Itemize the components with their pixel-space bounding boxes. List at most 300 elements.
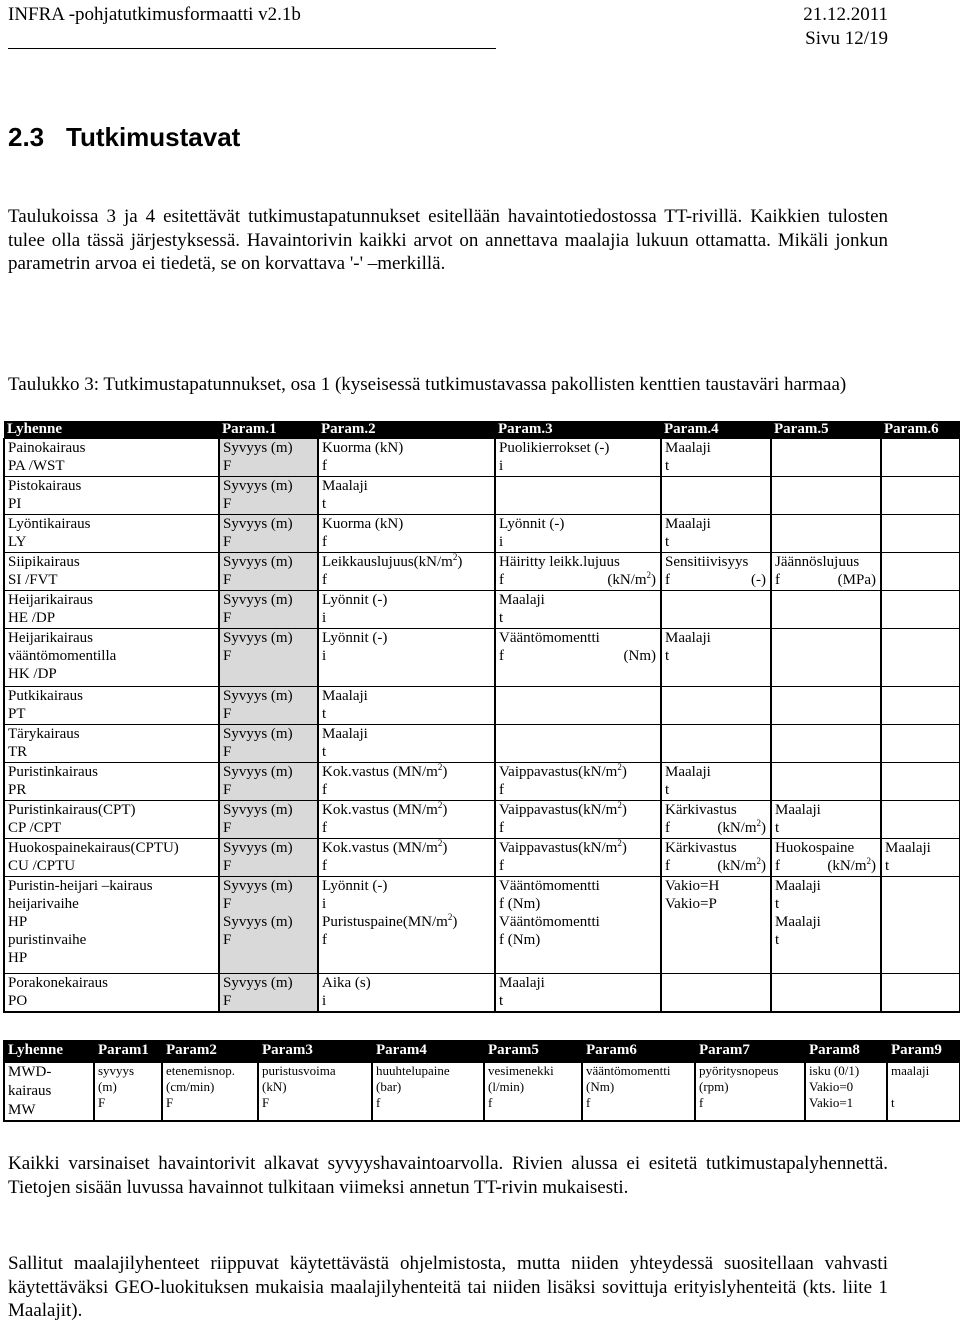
param-line: t — [665, 782, 670, 798]
table3-header-cell: Lyhenne — [4, 421, 219, 439]
table4-line: etenemisnop. — [166, 1063, 235, 1078]
table4-cell — [695, 1062, 805, 1121]
table4-header-cell: Param6 — [582, 1041, 695, 1062]
method-name-cell — [4, 763, 219, 801]
param-cell — [318, 839, 495, 877]
param-cell — [881, 687, 960, 725]
param-line: f — [322, 458, 327, 474]
table4-header-cell: Param2 — [162, 1041, 258, 1062]
param-line: Maalaji — [775, 802, 821, 818]
param-line: t — [775, 932, 780, 948]
method-name-cell — [4, 839, 219, 877]
param-unit: (Nm) — [623, 648, 656, 664]
param-line: t — [775, 820, 780, 836]
param-line: f — [322, 572, 327, 588]
param-cell — [661, 515, 771, 553]
param-line: Syvyys (m) — [223, 764, 293, 780]
method-name-line: Puristinkairaus(CPT) — [8, 802, 136, 818]
section-heading — [8, 122, 240, 153]
method-name-line: PA /WST — [8, 458, 65, 474]
table4-header-cell: Param3 — [258, 1041, 372, 1062]
param-line: Syvyys (m) — [223, 630, 293, 646]
param-line: t — [775, 896, 780, 912]
param-line: i — [322, 896, 327, 912]
param-line: Syvyys (m) — [223, 516, 293, 532]
param-line: Aika (s) — [322, 975, 371, 991]
param-cell — [495, 725, 661, 763]
table4-line: maalaji — [891, 1063, 930, 1078]
table4-line: Vakio=1 — [809, 1095, 854, 1110]
param-line: F — [223, 706, 232, 722]
method-name-line: Painokairaus — [8, 440, 86, 456]
param-line: F — [223, 534, 232, 550]
method-name-cell — [4, 801, 219, 839]
param-name-line: Kärkivastus — [665, 802, 737, 818]
param-line: F — [223, 610, 232, 626]
method-name-cell — [4, 877, 219, 974]
param-line: i — [499, 458, 504, 474]
table3-row — [4, 974, 960, 1013]
param-line: Lyönnit (-) — [322, 630, 388, 646]
param-cell — [318, 801, 495, 839]
param-line: Syvyys (m) — [223, 440, 293, 456]
param-cell — [881, 477, 960, 515]
param-line: $Vaippavastus(kN/m^2)$ — [499, 838, 627, 856]
table4-line: vesimenekki — [488, 1063, 554, 1078]
table4-row — [4, 1062, 960, 1121]
param-line: Kuorma (kN) — [322, 440, 404, 456]
param-cell — [771, 687, 881, 725]
table3-header-cell: Param.4 — [661, 421, 771, 439]
param-line: F — [223, 572, 232, 588]
table4-line: (Nm) — [586, 1079, 615, 1094]
table4-line: f — [699, 1095, 704, 1110]
param-line: $Vaippavastus(kN/m^2)$ — [499, 762, 627, 780]
param-cell — [881, 515, 960, 553]
method-name-line: Pistokairaus — [8, 478, 82, 494]
param-line: Syvyys (m) — [223, 975, 293, 991]
table4-cell — [887, 1062, 960, 1121]
param-line: t — [322, 706, 327, 722]
param-cell — [318, 591, 495, 629]
param-name-line: Jäännöslujuus — [775, 554, 860, 570]
paragraph-soil-abbreviations: Sallitut maalajilyhenteet riippuvat käytettävästä ohjelmistosta, mutta niiden yhteydessä suositellaan vahvasti käytettäväksi GEO-luokituksen mukaisia maalajilyhenteitä tai niiden lisäksi sovittuja erityislyhenteitä (kts. liite 1 Maalajit). — [8, 1253, 888, 1321]
param-line: t — [665, 648, 670, 664]
param-line: t — [499, 993, 504, 1009]
param-cell — [661, 439, 771, 477]
param-cell — [661, 877, 771, 974]
param-cell — [318, 974, 495, 1013]
param-cell — [219, 877, 318, 974]
param-cell — [661, 553, 771, 591]
param-cell — [495, 477, 661, 515]
table4-line: MWD- — [8, 1064, 52, 1080]
param-line: Lyönnit (-) — [322, 878, 388, 894]
param-line: i — [322, 993, 327, 1009]
method-name-line: TR — [8, 744, 28, 760]
param-line: $Puristuspaine(MN/m^2)$ — [322, 912, 458, 930]
document-date: 21.12.2011 — [803, 4, 888, 25]
param-cell — [661, 763, 771, 801]
method-name-line: puristinvaihe — [8, 932, 87, 948]
method-name-line: PI — [8, 496, 22, 512]
method-name-line: Puristin-heijari –kairaus — [8, 878, 153, 894]
table4-line: vääntömomentti — [586, 1063, 671, 1078]
param-line: t — [665, 458, 670, 474]
section-number: 2.3 — [8, 122, 45, 152]
param-cell — [771, 839, 881, 877]
param-cell — [219, 763, 318, 801]
intro-paragraph: Taulukoissa 3 ja 4 esitettävät tutkimustapatunnukset esitellään havaintotiedostossa TT-rivillä. Kaikkien tulosten tulee olla tässä järjestyksessä. Havaintorivin kaikki arvot on annettava maalajia lukuun ottamatta. Mikäli jonkun parametrin arvoa ei tiedetä, se on korvattava '-' –merkillä. — [8, 206, 888, 274]
param-line: Syvyys (m) — [223, 914, 293, 930]
method-name-cell — [4, 515, 219, 553]
table4 — [3, 1040, 960, 1122]
method-name-line: Huokospainekairaus(CPTU) — [8, 840, 179, 856]
table4-line: t — [891, 1095, 895, 1110]
param-line: Syvyys (m) — [223, 802, 293, 818]
table4-cell — [94, 1062, 162, 1121]
param-line: Maalaji — [665, 764, 711, 780]
table4-line: F — [166, 1095, 174, 1110]
param-name-line: Häiritty leikk.lujuus — [499, 554, 620, 570]
method-name-line: Tärykairaus — [8, 726, 80, 742]
table4-header-cell: Param5 — [484, 1041, 582, 1062]
param-type-unit-line — [775, 857, 880, 875]
table4-cell — [372, 1062, 484, 1121]
method-name-line: HP — [8, 950, 28, 966]
param-line: f — [322, 820, 327, 836]
table4-line: (rpm) — [699, 1079, 729, 1094]
method-name-cell — [4, 687, 219, 725]
table4-header-cell: Lyhenne — [4, 1041, 94, 1062]
table4-line: kairaus — [8, 1083, 52, 1099]
table4-header-cell: Param7 — [695, 1041, 805, 1062]
param-line: Maalaji — [665, 516, 711, 532]
table4-header-cell: Param1 — [94, 1041, 162, 1062]
method-name-line: HK /DP — [8, 666, 57, 682]
param-cell — [661, 687, 771, 725]
method-name-cell — [4, 477, 219, 515]
param-cell — [661, 629, 771, 687]
method-name-line: HP — [8, 914, 28, 930]
param-type-unit-line — [775, 571, 880, 589]
param-line: Maalaji — [665, 440, 711, 456]
table3-row — [4, 877, 960, 974]
param-type: f — [775, 858, 780, 874]
param-type: f — [665, 572, 670, 588]
param-cell — [881, 763, 960, 801]
param-cell — [881, 725, 960, 763]
param-line: Syvyys (m) — [223, 554, 293, 570]
param-cell — [881, 839, 960, 877]
table4-header-row — [4, 1041, 960, 1062]
param-type: f — [775, 572, 780, 588]
param-line: Kok.vastus $(MN/m^2)$ — [322, 800, 448, 818]
param-line: f — [322, 534, 327, 550]
param-type-unit-line — [665, 571, 770, 589]
param-cell — [219, 553, 318, 591]
table4-line: puristusvoima — [262, 1063, 336, 1078]
param-line: Lyönnit (-) — [322, 592, 388, 608]
param-line: $Leikkauslujuus(kN/m^2)$ — [322, 552, 463, 570]
param-line: Lyönnit (-) — [499, 516, 565, 532]
param-line: f — [322, 858, 327, 874]
param-cell — [881, 974, 960, 1013]
param-line: F — [223, 648, 232, 664]
param-cell — [661, 591, 771, 629]
table4-line: MW — [8, 1102, 36, 1118]
method-name-line: Porakonekairaus — [8, 975, 108, 991]
param-unit: $(kN/m^2)$ — [827, 856, 876, 874]
param-line: Maalaji — [775, 914, 821, 930]
param-line: t — [322, 496, 327, 512]
param-cell — [495, 763, 661, 801]
param-cell — [771, 725, 881, 763]
param-cell — [495, 553, 661, 591]
method-name-line: Puristinkairaus — [8, 764, 98, 780]
param-line: Kok.vastus $(MN/m^2)$ — [322, 762, 448, 780]
table4-line: (l/min) — [488, 1079, 525, 1094]
table3-row — [4, 591, 960, 629]
param-type: f — [665, 820, 670, 836]
param-cell — [661, 477, 771, 515]
param-line: Maalaji — [322, 688, 368, 704]
param-line: Vakio=H — [665, 878, 720, 894]
param-cell — [771, 515, 881, 553]
param-cell — [771, 801, 881, 839]
param-line: Vääntömomentti — [499, 914, 600, 930]
param-line: f (Nm) — [499, 932, 541, 948]
table4-cell — [805, 1062, 887, 1121]
param-cell — [495, 439, 661, 477]
param-cell — [219, 839, 318, 877]
param-cell — [318, 877, 495, 974]
param-line: Maalaji — [499, 975, 545, 991]
method-name-line: LY — [8, 534, 27, 550]
method-name-line: Heijarikairaus — [8, 630, 93, 646]
param-type-unit-line — [499, 647, 660, 665]
table4-cell — [4, 1062, 94, 1121]
param-line: Maalaji — [885, 840, 931, 856]
param-line: Syvyys (m) — [223, 878, 293, 894]
param-cell — [219, 477, 318, 515]
table3-caption: Taulukko 3: Tutkimustapatunnukset, osa 1 (kyseisessä tutkimustavassa pakollisten kenttien taustaväri harmaa) — [8, 374, 847, 395]
table4-line: f — [488, 1095, 493, 1110]
param-cell — [318, 439, 495, 477]
param-type: f — [499, 572, 504, 588]
table3-row — [4, 439, 960, 477]
param-line: Maalaji — [499, 592, 545, 608]
param-type: f — [665, 858, 670, 874]
table3-row — [4, 725, 960, 763]
table4-line: F — [98, 1095, 106, 1110]
table4-line: F — [262, 1095, 270, 1110]
param-line: Maalaji — [775, 878, 821, 894]
table4-cell — [258, 1062, 372, 1121]
param-cell — [219, 629, 318, 687]
method-name-cell — [4, 629, 219, 687]
param-cell — [771, 974, 881, 1013]
param-cell — [318, 553, 495, 591]
table4-cell — [582, 1062, 695, 1121]
table4-line: f — [376, 1095, 381, 1110]
param-line: $Vaippavastus(kN/m^2)$ — [499, 800, 627, 818]
param-line: F — [223, 896, 232, 912]
table3-row — [4, 801, 960, 839]
param-line: F — [223, 932, 232, 948]
table3-header-cell: Param.1 — [219, 421, 318, 439]
section-title: Tutkimustavat — [66, 122, 241, 152]
param-cell — [219, 439, 318, 477]
param-line: t — [665, 534, 670, 550]
table4-line: f — [586, 1095, 591, 1110]
param-unit: $(kN/m^2)$ — [607, 570, 656, 588]
table3-header-cell: Param.5 — [771, 421, 881, 439]
table4-cell — [162, 1062, 258, 1121]
table4-line: (m) — [98, 1079, 117, 1094]
param-cell — [318, 629, 495, 687]
param-line: Syvyys (m) — [223, 688, 293, 704]
table4-line: huuhtelupaine — [376, 1063, 450, 1078]
param-cell — [771, 591, 881, 629]
param-cell — [881, 591, 960, 629]
page-header — [0, 0, 960, 52]
header-rule — [8, 48, 496, 49]
paragraph-observation-rows: Kaikki varsinaiset havaintorivit alkavat syvyyshavaintoarvolla. Rivien alussa ei esitetä tutkimustapalyhennettä. Tietojen sisään luvussa havainnot tulkitaan viimeksi annetun TT-rivin mukaisesti. — [8, 1153, 888, 1198]
param-unit: (-) — [751, 572, 766, 588]
param-line: Maalaji — [665, 630, 711, 646]
param-cell — [661, 725, 771, 763]
param-line: F — [223, 458, 232, 474]
table4-line: isku (0/1) — [809, 1063, 860, 1078]
method-name-cell — [4, 439, 219, 477]
param-cell — [771, 629, 881, 687]
param-unit: $(kN/m^2)$ — [717, 818, 766, 836]
param-name-line: Sensitiivisyys — [665, 554, 749, 570]
param-cell — [495, 839, 661, 877]
param-line: Kuorma (kN) — [322, 516, 404, 532]
param-cell — [318, 515, 495, 553]
param-cell — [495, 629, 661, 687]
param-line: F — [223, 744, 232, 760]
param-cell — [219, 687, 318, 725]
table4-header-cell: Param4 — [372, 1041, 484, 1062]
param-type: f — [499, 648, 504, 664]
param-cell — [771, 477, 881, 515]
param-name-line: Huokospaine — [775, 840, 855, 856]
param-line: t — [322, 744, 327, 760]
table4-header-cell: Param8 — [805, 1041, 887, 1062]
table3 — [3, 421, 960, 1013]
table3-header-cell: Param.3 — [495, 421, 661, 439]
table4-line: Vakio=0 — [809, 1079, 854, 1094]
param-cell — [881, 877, 960, 974]
table4-line — [891, 1079, 959, 1095]
method-name-line: PO — [8, 993, 28, 1009]
param-cell — [219, 515, 318, 553]
param-cell — [661, 839, 771, 877]
param-line: Vääntömomentti — [499, 878, 600, 894]
param-line: t — [499, 610, 504, 626]
param-line: Maalaji — [322, 478, 368, 494]
param-line: Puolikierrokset (-) — [499, 440, 610, 456]
param-unit: (MPa) — [837, 572, 876, 588]
page-number: Sivu 12/19 — [805, 28, 888, 49]
param-line: f — [499, 782, 504, 798]
method-name-line: SI /FVT — [8, 572, 58, 588]
param-cell — [881, 801, 960, 839]
param-line: F — [223, 858, 232, 874]
param-cell — [219, 591, 318, 629]
table4-line: (bar) — [376, 1079, 402, 1094]
param-cell — [881, 629, 960, 687]
param-cell — [318, 687, 495, 725]
table3-row — [4, 477, 960, 515]
param-line: F — [223, 782, 232, 798]
table3-header-cell: Param.6 — [881, 421, 960, 439]
param-cell — [495, 974, 661, 1013]
param-name-line: Kärkivastus — [665, 840, 737, 856]
param-cell — [495, 687, 661, 725]
method-name-cell — [4, 553, 219, 591]
param-line: Syvyys (m) — [223, 592, 293, 608]
param-line: Maalaji — [322, 726, 368, 742]
param-line: f — [499, 858, 504, 874]
document-title: INFRA -pohjatutkimusformaatti v2.1b — [8, 4, 301, 25]
method-name-line: vääntömomentilla — [8, 648, 117, 664]
table4-header-cell: Param9 — [887, 1041, 960, 1062]
param-cell — [495, 877, 661, 974]
param-cell — [219, 801, 318, 839]
method-name-line: Siipikairaus — [8, 554, 80, 570]
method-name-line: Putkikairaus — [8, 688, 83, 704]
param-cell — [318, 477, 495, 515]
method-name-cell — [4, 974, 219, 1013]
method-name-line: HE /DP — [8, 610, 56, 626]
param-type-unit-line — [665, 819, 770, 837]
table3-row — [4, 515, 960, 553]
param-cell — [881, 439, 960, 477]
param-cell — [881, 553, 960, 591]
method-name-cell — [4, 725, 219, 763]
param-cell — [661, 974, 771, 1013]
param-line: f — [499, 820, 504, 836]
table3-header-row — [4, 421, 960, 439]
param-cell — [495, 591, 661, 629]
method-name-line: Heijarikairaus — [8, 592, 93, 608]
param-line: i — [499, 534, 504, 550]
table3-row — [4, 553, 960, 591]
table4-line: syvyys — [98, 1063, 135, 1078]
param-line: f — [322, 932, 327, 948]
param-cell — [495, 515, 661, 553]
param-cell — [219, 974, 318, 1013]
param-cell — [661, 801, 771, 839]
method-name-line: PT — [8, 706, 26, 722]
param-cell — [771, 763, 881, 801]
table4-line: pyöritysnopeus — [699, 1063, 779, 1078]
table3-row — [4, 839, 960, 877]
method-name-line: PR — [8, 782, 27, 798]
param-line: Syvyys (m) — [223, 478, 293, 494]
method-name-line: CU /CPTU — [8, 858, 76, 874]
method-name-cell — [4, 591, 219, 629]
method-name-line: CP /CPT — [8, 820, 62, 836]
param-cell — [318, 763, 495, 801]
param-line: f (Nm) — [499, 896, 541, 912]
param-line: F — [223, 496, 232, 512]
table3-header-cell: Param.2 — [318, 421, 495, 439]
